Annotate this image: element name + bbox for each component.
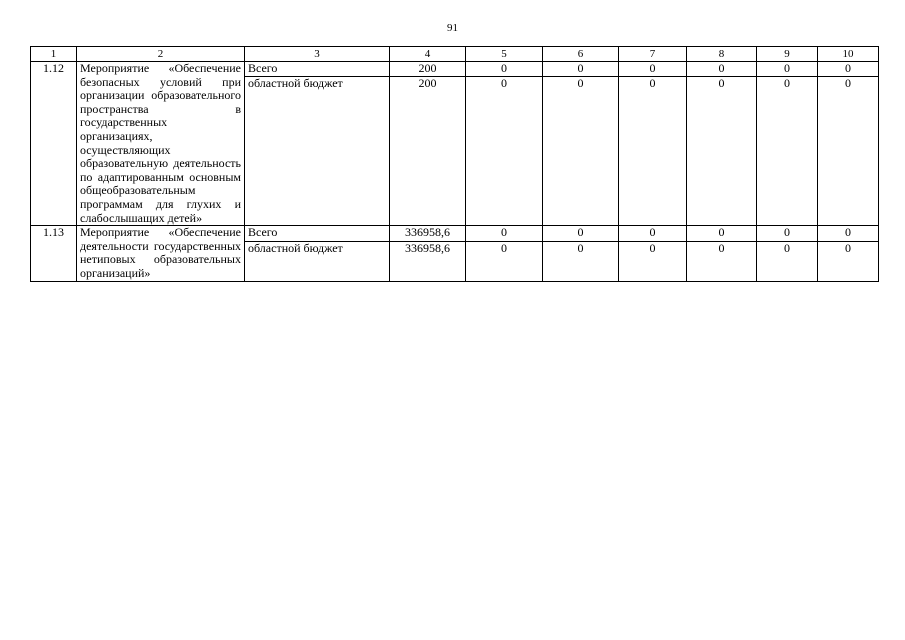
value-cell: 0 xyxy=(687,242,757,281)
value-cell: 0 xyxy=(687,62,757,77)
header-cell: 8 xyxy=(687,47,757,62)
funding-source: Всего xyxy=(245,62,390,77)
header-cell: 9 xyxy=(757,47,818,62)
row-description: Мероприятие «Обеспечение безопасных условий при организации образовательного пространства в государственных организациях, осуществляющих образовательную деятельность по адаптированным основным общеобразовательным программам для глухих и слабослышащих детей» xyxy=(77,62,245,226)
header-cell: 2 xyxy=(77,47,245,62)
header-cell: 10 xyxy=(818,47,879,62)
header-row xyxy=(31,47,879,62)
table-row xyxy=(31,62,879,77)
value-cell: 336958,6 xyxy=(390,226,466,242)
value-cell: 0 xyxy=(818,242,879,281)
header-cell: 6 xyxy=(543,47,619,62)
header-cell: 7 xyxy=(619,47,687,62)
row-number: 1.13 xyxy=(31,226,77,281)
value-cell: 0 xyxy=(466,77,543,226)
value-cell: 0 xyxy=(757,77,818,226)
value-cell: 0 xyxy=(687,226,757,242)
header-cell: 4 xyxy=(390,47,466,62)
value-cell: 0 xyxy=(619,62,687,77)
header-cell: 3 xyxy=(245,47,390,62)
value-cell: 0 xyxy=(466,62,543,77)
table-row xyxy=(31,226,879,242)
value-cell: 200 xyxy=(390,77,466,226)
value-cell: 200 xyxy=(390,62,466,77)
value-cell: 0 xyxy=(757,242,818,281)
value-cell: 0 xyxy=(818,77,879,226)
value-cell: 0 xyxy=(619,77,687,226)
value-cell: 0 xyxy=(543,62,619,77)
value-cell: 0 xyxy=(619,242,687,281)
header-cell: 5 xyxy=(466,47,543,62)
value-cell: 0 xyxy=(543,242,619,281)
row-description: Мероприятие «Обеспечение деятельности государственных нетиповых образовательных организаций» xyxy=(77,226,245,281)
page-number: 91 xyxy=(447,22,458,34)
value-cell: 0 xyxy=(619,226,687,242)
value-cell: 0 xyxy=(818,226,879,242)
funding-source: Всего xyxy=(245,226,390,242)
header-cell: 1 xyxy=(31,47,77,62)
value-cell: 0 xyxy=(757,62,818,77)
value-cell: 0 xyxy=(818,62,879,77)
funding-source: областной бюджет xyxy=(245,242,390,281)
funding-source: областной бюджет xyxy=(245,77,390,226)
row-number: 1.12 xyxy=(31,62,77,226)
value-cell: 0 xyxy=(543,226,619,242)
budget-table xyxy=(30,46,879,282)
value-cell: 336958,6 xyxy=(390,242,466,281)
value-cell: 0 xyxy=(466,242,543,281)
value-cell: 0 xyxy=(757,226,818,242)
value-cell: 0 xyxy=(466,226,543,242)
value-cell: 0 xyxy=(543,77,619,226)
value-cell: 0 xyxy=(687,77,757,226)
